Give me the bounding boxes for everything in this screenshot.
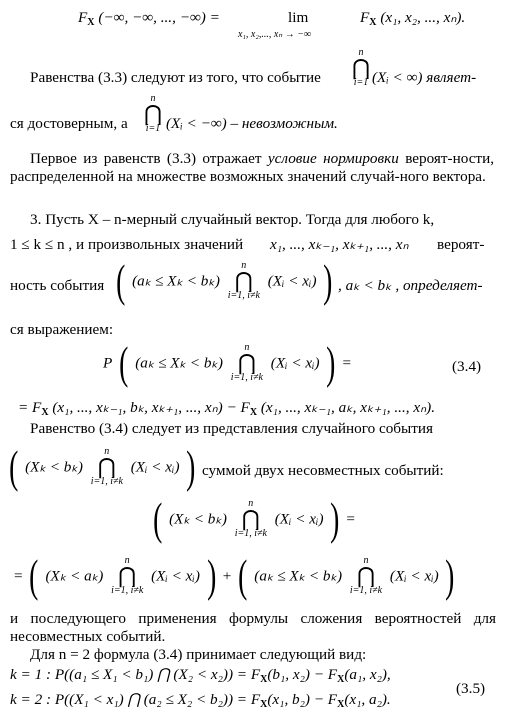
formula-lhs: $F_X$ (−∞, −∞, ..., −∞) = <box>78 9 220 28</box>
formula-k2: k = 2 : P((X₁ < x₁) ⋂ $(a_2 \le X_2 < b_2)) = F_X(x_1$, $b_2) - F_X(x_1$, a₂). <box>10 691 391 710</box>
para3-line4: ся выражением: <box>10 321 114 338</box>
lim-subscript: x₁, x₂,..., xₙ → −∞ <box>238 29 312 40</box>
para1-line2: ся достоверным, а <box>10 115 128 132</box>
para3-line2b: x₁, ..., xₖ₋₁, xₖ₊₁, ..., xₙ <box>270 236 409 253</box>
lim-word: lim <box>288 9 309 26</box>
para3-line3a: ность события <box>10 277 105 294</box>
para2: Первое из равенств (3.3) отражает условие нормировки вероят-ности, распределенной на множестве возможных значений случай-ного вектора. <box>10 150 494 186</box>
para3-line3d: , aₖ < bₖ , определяет- <box>338 277 483 294</box>
equation-number-3-5: (3.5) <box>456 680 486 697</box>
equation-3-4: P ( (aₖ ≤ Xₖ < bₖ) n ⋂ i=1, i≠k (Xᵢ < xᵢ) ) = <box>103 337 352 388</box>
equation-number-3-4: (3.4) <box>452 358 482 375</box>
para4-line1: Равенство (3.4) следует из представления случайного события <box>30 420 433 437</box>
sum-equation-top: ( (Xₖ < bₖ) n ⋂ i=1, i≠k (Xᵢ < xᵢ) ) = <box>153 493 355 544</box>
formula-k1: k = 1 : P((a₁ ≤ X₁ < b₁) ⋂ $(X_2 < x_2)) = F_X(b_1$, $x_2) - F_X(a_1$, x₂), <box>10 666 391 685</box>
sum-equation-bottom: = ( (Xₖ < aₖ) n ⋂ i=1, i≠k (Xᵢ < xᵢ) ) + ( (aₖ ≤ Xₖ < bₖ) n ⋂ i=1, i≠k (Xᵢ < xᵢ) ) <box>14 550 455 601</box>
para3-line2a: 1 ≤ k ≤ n , и произвольных значений <box>10 236 244 253</box>
bigcap-symbol: n ⋂ i=1 <box>352 47 371 88</box>
para3-line1: 3. Пусть X – n-мерный случайный вектор. Тогда для любого k, <box>30 211 435 228</box>
equation-3-4-line2: = $F_X$ (x₁, ..., xₖ₋₁, bₖ, xₖ₊₁, ..., $x_n) - F_X$ (x₁, ..., xₖ₋₁, aₖ, xₖ₊₁, ..., xₙ). <box>18 399 435 418</box>
para3-line2c: вероят- <box>437 236 485 253</box>
para4-line2c: суммой двух несовместных событий: <box>202 462 444 479</box>
lim-operator <box>288 10 308 25</box>
bigcap-symbol-2: n ⋂ i=1 <box>144 93 163 134</box>
para4-event: ( (Xₖ < bₖ) n ⋂ i=1, i≠k (Xᵢ < xᵢ) ) <box>9 441 196 492</box>
para6-line1: Для n = 2 формула (3.4) принимает следующий вид: <box>30 646 367 663</box>
para1-line1-end: (Xᵢ < ∞) являет- <box>372 69 477 86</box>
para5: и последующего применения формулы сложения вероятностей для несовместных событий. <box>10 610 496 646</box>
formula-rhs: $F_X$ (x₁, x₂, ..., xₙ). <box>360 9 466 28</box>
para1-line1: Равенства (3.3) следуют из того, что событие <box>30 69 321 86</box>
formula-limit <box>78 10 220 28</box>
para1-line2-end: (Xᵢ < −∞) – невозможным. <box>166 115 338 132</box>
event-paren-expr: ( (aₖ ≤ Xₖ < bₖ) n ⋂ i=1, i≠k (Xᵢ < xᵢ) ) <box>116 255 333 306</box>
